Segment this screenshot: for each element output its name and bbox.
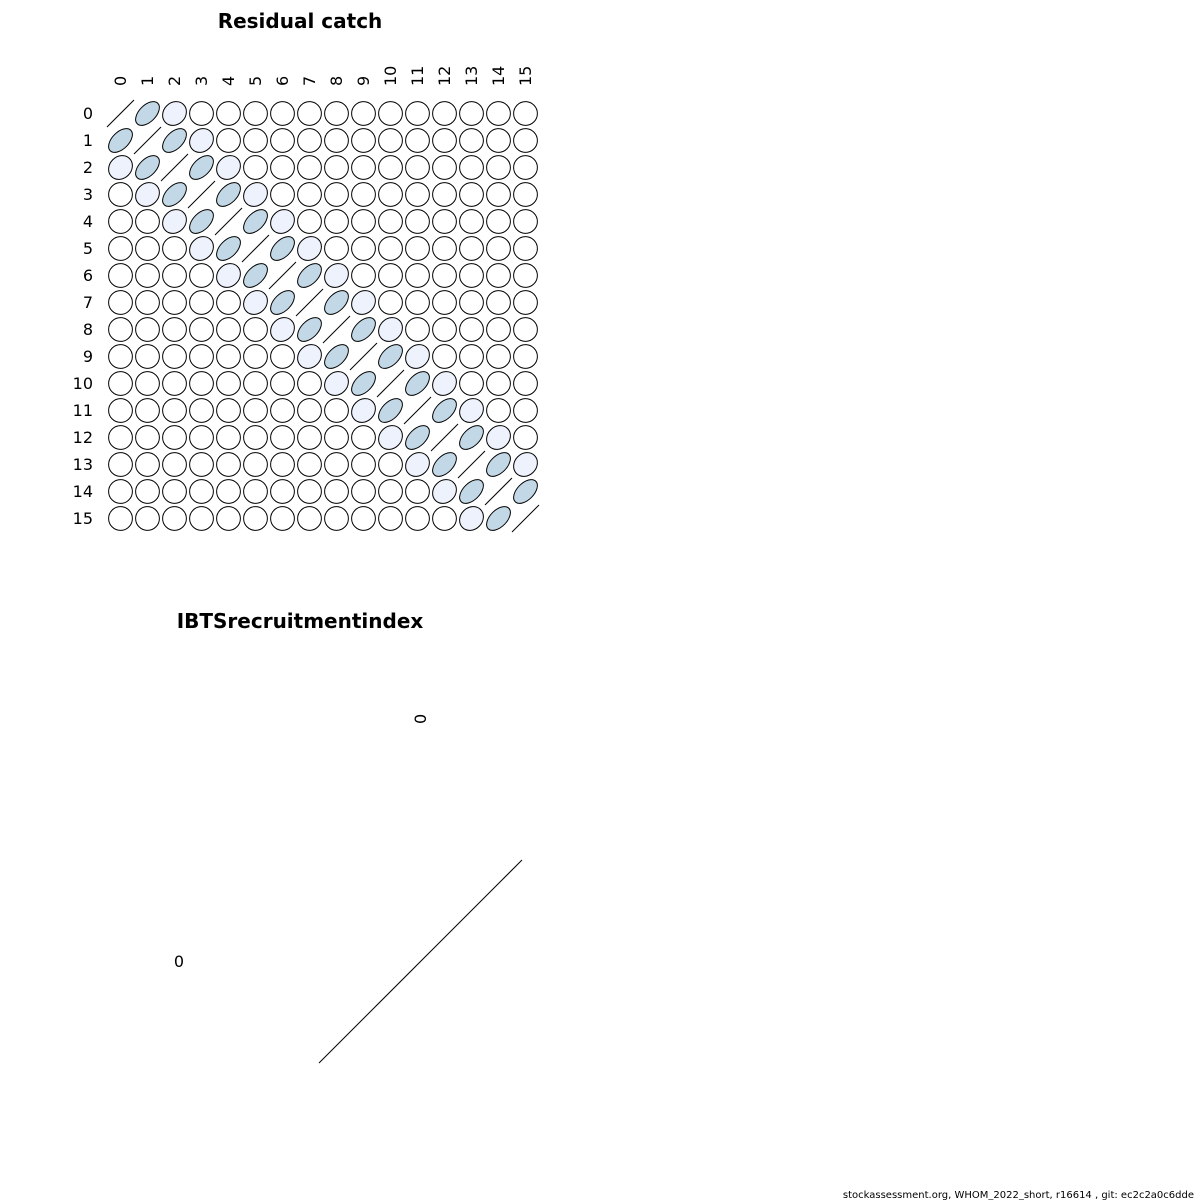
correlation-ellipse bbox=[293, 448, 327, 482]
correlation-ellipse bbox=[293, 421, 327, 455]
correlation-ellipse bbox=[455, 286, 489, 320]
row-label: 3 bbox=[82, 185, 93, 205]
correlation-ellipse bbox=[428, 475, 462, 509]
correlation-ellipse bbox=[158, 124, 190, 156]
correlation-ellipse bbox=[212, 394, 246, 428]
correlation-ellipse bbox=[212, 367, 246, 401]
correlation-ellipse bbox=[185, 367, 219, 401]
correlation-ellipse bbox=[293, 340, 327, 374]
correlation-ellipse bbox=[374, 340, 406, 372]
correlation-ellipse bbox=[455, 340, 489, 374]
correlation-ellipse bbox=[401, 475, 435, 509]
correlation-ellipse bbox=[293, 124, 327, 158]
correlation-ellipse bbox=[374, 394, 406, 426]
correlation-ellipse bbox=[158, 259, 192, 293]
correlation-ellipse bbox=[347, 367, 379, 399]
correlation-ellipse bbox=[185, 151, 217, 183]
correlation-ellipse bbox=[158, 232, 192, 266]
correlation-ellipse bbox=[320, 259, 354, 293]
row-label: 4 bbox=[82, 212, 93, 232]
correlation-ellipse bbox=[185, 502, 219, 536]
column-label: 3 bbox=[192, 75, 212, 86]
diagonal-line bbox=[350, 343, 377, 370]
correlation-ellipse bbox=[482, 232, 516, 266]
correlation-ellipse bbox=[509, 313, 543, 347]
correlation-ellipse bbox=[239, 124, 273, 158]
correlation-ellipse bbox=[401, 151, 435, 185]
column-label: 13 bbox=[462, 65, 482, 86]
row-label: 5 bbox=[82, 239, 93, 259]
correlation-ellipse bbox=[347, 475, 381, 509]
correlation-ellipse bbox=[320, 475, 354, 509]
correlation-ellipse bbox=[212, 178, 244, 210]
correlation-ellipse bbox=[482, 502, 514, 534]
correlation-ellipse bbox=[347, 97, 381, 131]
correlation-ellipse bbox=[509, 151, 543, 185]
correlation-ellipse bbox=[509, 232, 543, 266]
correlation-ellipse bbox=[509, 394, 543, 428]
correlation-ellipse bbox=[104, 313, 138, 347]
correlation-ellipse bbox=[401, 448, 435, 482]
correlation-ellipse bbox=[212, 502, 246, 536]
correlation-ellipse bbox=[131, 97, 163, 129]
correlation-ellipse bbox=[158, 340, 192, 374]
correlation-ellipse bbox=[347, 205, 381, 239]
correlation-ellipse bbox=[293, 97, 327, 131]
correlation-ellipse bbox=[320, 151, 354, 185]
correlation-ellipse bbox=[320, 286, 352, 318]
correlation-ellipse bbox=[104, 151, 138, 185]
correlation-ellipse bbox=[104, 232, 138, 266]
correlation-ellipse bbox=[185, 340, 219, 374]
diagonal-line bbox=[134, 127, 161, 154]
correlation-ellipse bbox=[185, 394, 219, 428]
correlation-ellipse bbox=[374, 151, 408, 185]
correlation-ellipse bbox=[320, 178, 354, 212]
correlation-ellipse bbox=[401, 97, 435, 131]
correlation-ellipse bbox=[131, 286, 165, 320]
correlation-ellipse bbox=[374, 259, 408, 293]
correlation-ellipse bbox=[266, 286, 298, 318]
correlation-ellipse bbox=[212, 475, 246, 509]
correlation-ellipse bbox=[158, 394, 192, 428]
correlation-ellipse bbox=[320, 394, 354, 428]
correlation-ellipse bbox=[455, 205, 489, 239]
correlation-ellipse bbox=[428, 313, 462, 347]
correlation-ellipse bbox=[212, 448, 246, 482]
correlation-ellipse bbox=[374, 475, 408, 509]
correlation-ellipse bbox=[266, 124, 300, 158]
correlation-ellipse bbox=[509, 124, 543, 158]
correlation-ellipse bbox=[131, 340, 165, 374]
column-label: 14 bbox=[489, 65, 509, 86]
correlation-ellipse bbox=[185, 421, 219, 455]
correlation-ellipse bbox=[266, 421, 300, 455]
correlation-ellipse bbox=[347, 178, 381, 212]
correlation-ellipse bbox=[509, 475, 541, 507]
correlation-ellipse bbox=[401, 205, 435, 239]
correlation-ellipse bbox=[374, 124, 408, 158]
correlation-ellipse bbox=[239, 313, 273, 347]
correlation-ellipse bbox=[185, 448, 219, 482]
diagonal-line bbox=[485, 478, 512, 505]
column-label: 0 bbox=[111, 75, 131, 86]
column-label: 2 bbox=[165, 75, 185, 86]
diagonal-line bbox=[323, 316, 350, 343]
row-label: 1 bbox=[82, 131, 93, 151]
correlation-ellipse bbox=[374, 97, 408, 131]
correlation-ellipse bbox=[509, 259, 543, 293]
correlation-ellipse bbox=[401, 313, 435, 347]
correlation-ellipse bbox=[131, 151, 163, 183]
column-label: 9 bbox=[354, 75, 374, 86]
correlation-ellipse bbox=[266, 205, 300, 239]
correlation-ellipse bbox=[131, 367, 165, 401]
correlation-ellipse bbox=[185, 232, 219, 266]
correlation-ellipse bbox=[239, 475, 273, 509]
column-label: 5 bbox=[246, 75, 266, 86]
correlation-ellipse bbox=[131, 475, 165, 509]
diagonal-line bbox=[188, 181, 215, 208]
correlation-ellipse bbox=[374, 421, 408, 455]
correlation-ellipse bbox=[212, 232, 244, 264]
correlation-ellipse bbox=[266, 178, 300, 212]
correlation-ellipse bbox=[104, 394, 138, 428]
correlation-ellipse bbox=[428, 448, 460, 480]
correlation-ellipse bbox=[320, 232, 354, 266]
column-label: 7 bbox=[300, 75, 320, 86]
column-label: 4 bbox=[219, 75, 239, 86]
correlation-ellipse bbox=[455, 232, 489, 266]
column-label: 8 bbox=[327, 75, 347, 86]
correlation-ellipse bbox=[212, 97, 246, 131]
column-label: 11 bbox=[408, 65, 428, 86]
row-label: 0 bbox=[82, 104, 93, 124]
correlation-ellipse bbox=[293, 394, 327, 428]
correlation-ellipse bbox=[104, 205, 138, 239]
correlation-ellipse bbox=[266, 232, 298, 264]
correlation-ellipse bbox=[455, 313, 489, 347]
diagonal-line bbox=[296, 289, 323, 316]
correlation-ellipse bbox=[239, 421, 273, 455]
row-label: 12 bbox=[72, 428, 93, 448]
correlation-ellipse bbox=[320, 124, 354, 158]
correlation-ellipse bbox=[320, 421, 354, 455]
correlation-ellipse bbox=[131, 232, 165, 266]
correlation-ellipse bbox=[428, 97, 462, 131]
correlation-ellipse bbox=[158, 475, 192, 509]
correlation-ellipse bbox=[482, 313, 516, 347]
column-label: 1 bbox=[138, 75, 158, 86]
correlation-ellipse bbox=[266, 151, 300, 185]
correlation-ellipse bbox=[266, 502, 300, 536]
correlation-ellipse bbox=[266, 448, 300, 482]
correlation-ellipse bbox=[158, 97, 192, 131]
correlation-ellipse bbox=[455, 151, 489, 185]
correlation-ellipse bbox=[482, 178, 516, 212]
correlation-ellipse bbox=[482, 151, 516, 185]
correlation-ellipse bbox=[185, 259, 219, 293]
correlation-ellipse bbox=[239, 340, 273, 374]
correlation-ellipse bbox=[374, 502, 408, 536]
correlation-ellipse bbox=[455, 502, 489, 536]
correlation-ellipse bbox=[266, 97, 300, 131]
correlation-ellipse bbox=[212, 151, 246, 185]
correlation-ellipse bbox=[509, 286, 543, 320]
correlation-ellipse bbox=[320, 340, 352, 372]
correlation-ellipse bbox=[401, 232, 435, 266]
row-label: 6 bbox=[82, 266, 93, 286]
correlation-ellipse bbox=[104, 178, 138, 212]
correlation-ellipse bbox=[509, 367, 543, 401]
row-label: 11 bbox=[72, 401, 93, 421]
correlation-ellipse bbox=[428, 286, 462, 320]
correlation-ellipse bbox=[104, 340, 138, 374]
correlation-ellipse bbox=[131, 205, 165, 239]
correlation-ellipse bbox=[401, 259, 435, 293]
correlation-ellipse bbox=[482, 394, 516, 428]
correlation-ellipse bbox=[293, 502, 327, 536]
correlation-ellipse bbox=[239, 367, 273, 401]
row-label: 7 bbox=[82, 293, 93, 313]
correlation-ellipse bbox=[347, 124, 381, 158]
diagonal-line bbox=[107, 100, 134, 127]
correlation-ellipse bbox=[104, 421, 138, 455]
correlation-ellipse bbox=[482, 124, 516, 158]
correlation-ellipse bbox=[482, 448, 514, 480]
correlation-ellipse bbox=[104, 259, 138, 293]
correlation-ellipse bbox=[455, 367, 489, 401]
diagonal-line bbox=[512, 505, 539, 532]
correlation-ellipse bbox=[428, 232, 462, 266]
correlation-ellipse bbox=[185, 313, 219, 347]
diagonal-line bbox=[319, 860, 522, 1063]
diagonal-line bbox=[458, 451, 485, 478]
column-label: 6 bbox=[273, 75, 293, 86]
correlation-ellipse bbox=[131, 178, 165, 212]
correlation-ellipse bbox=[320, 367, 354, 401]
correlation-ellipse bbox=[293, 151, 327, 185]
correlation-ellipse bbox=[509, 205, 543, 239]
column-label: 0 bbox=[411, 713, 431, 724]
correlation-ellipse bbox=[482, 367, 516, 401]
correlation-ellipse bbox=[320, 97, 354, 131]
correlation-ellipse bbox=[293, 313, 325, 345]
correlation-ellipse bbox=[293, 232, 327, 266]
correlation-ellipse bbox=[293, 205, 327, 239]
correlation-ellipse bbox=[239, 448, 273, 482]
correlation-ellipse bbox=[347, 502, 381, 536]
correlation-ellipse bbox=[239, 394, 273, 428]
correlation-ellipse bbox=[347, 394, 381, 428]
correlation-ellipse bbox=[347, 286, 381, 320]
diagonal-line bbox=[215, 208, 242, 235]
correlation-ellipse bbox=[266, 394, 300, 428]
correlation-ellipse bbox=[347, 448, 381, 482]
row-label: 0 bbox=[173, 952, 184, 972]
correlation-ellipse bbox=[482, 421, 516, 455]
correlation-ellipse bbox=[428, 367, 462, 401]
correlation-ellipse bbox=[104, 448, 138, 482]
correlation-ellipse bbox=[131, 259, 165, 293]
correlation-ellipse bbox=[131, 502, 165, 536]
correlation-ellipse bbox=[509, 340, 543, 374]
diagonal-line bbox=[431, 424, 458, 451]
correlation-ellipse bbox=[320, 205, 354, 239]
correlation-ellipse bbox=[293, 259, 325, 291]
correlation-ellipse bbox=[455, 124, 489, 158]
row-label: 15 bbox=[72, 509, 93, 529]
correlation-ellipse bbox=[455, 394, 489, 428]
correlation-ellipse bbox=[401, 124, 435, 158]
correlation-ellipse bbox=[104, 286, 138, 320]
correlation-ellipse bbox=[347, 421, 381, 455]
correlation-ellipse bbox=[239, 97, 273, 131]
correlation-ellipse bbox=[131, 313, 165, 347]
correlation-ellipse bbox=[509, 448, 543, 482]
correlation-ellipse bbox=[401, 340, 435, 374]
correlation-ellipse bbox=[428, 205, 462, 239]
correlation-ellipse bbox=[212, 124, 246, 158]
footer-text: stockassessment.org, WHOM_2022_short, r16614 , git: ec2c2a0c6dde bbox=[842, 1190, 1194, 1200]
correlation-ellipse bbox=[482, 97, 516, 131]
row-label: 2 bbox=[82, 158, 93, 178]
diagonal-line bbox=[404, 397, 431, 424]
correlation-matrix-ibts-recruitment-index bbox=[174, 714, 522, 1063]
correlation-ellipse bbox=[131, 394, 165, 428]
correlation-ellipse bbox=[455, 259, 489, 293]
column-label: 10 bbox=[381, 65, 401, 86]
correlation-ellipse bbox=[239, 151, 273, 185]
correlation-ellipse bbox=[347, 151, 381, 185]
correlation-ellipse bbox=[428, 178, 462, 212]
row-label: 10 bbox=[72, 374, 93, 394]
correlation-ellipse bbox=[401, 421, 433, 453]
correlation-ellipse bbox=[266, 340, 300, 374]
correlation-ellipse bbox=[104, 124, 136, 156]
correlation-ellipse bbox=[239, 502, 273, 536]
correlation-ellipse bbox=[320, 448, 354, 482]
correlation-ellipse bbox=[509, 178, 543, 212]
correlation-ellipse bbox=[293, 367, 327, 401]
correlation-ellipse bbox=[482, 205, 516, 239]
correlation-ellipse bbox=[212, 313, 246, 347]
column-label: 12 bbox=[435, 65, 455, 86]
correlation-ellipse bbox=[455, 178, 489, 212]
correlation-ellipse bbox=[185, 124, 219, 158]
correlation-ellipse bbox=[320, 502, 354, 536]
correlation-ellipse bbox=[428, 394, 460, 426]
correlation-ellipse bbox=[212, 259, 246, 293]
correlation-ellipse bbox=[212, 286, 246, 320]
correlation-ellipse bbox=[374, 205, 408, 239]
correlation-ellipse bbox=[239, 178, 273, 212]
correlation-ellipse bbox=[293, 475, 327, 509]
correlation-ellipse bbox=[158, 178, 190, 210]
diagonal-line bbox=[377, 370, 404, 397]
chart-title-residual-catch: Residual catch bbox=[217, 9, 383, 33]
correlation-ellipse bbox=[428, 124, 462, 158]
correlation-ellipse bbox=[239, 286, 273, 320]
column-label: 15 bbox=[516, 65, 536, 86]
correlation-ellipse bbox=[158, 205, 192, 239]
correlation-ellipse bbox=[293, 178, 327, 212]
correlation-matrix-residual-catch bbox=[73, 66, 543, 536]
correlation-ellipse bbox=[185, 97, 219, 131]
diagonal-line bbox=[269, 262, 296, 289]
correlation-ellipse bbox=[185, 475, 219, 509]
correlation-ellipse bbox=[455, 421, 487, 453]
correlation-ellipse bbox=[374, 313, 408, 347]
correlation-ellipse bbox=[212, 340, 246, 374]
correlation-ellipse bbox=[455, 475, 487, 507]
correlation-ellipse bbox=[428, 151, 462, 185]
chart-title-ibts-recruitment-index: IBTSrecruitmentindex bbox=[176, 609, 424, 633]
correlation-ellipse bbox=[347, 232, 381, 266]
correlation-ellipse bbox=[482, 340, 516, 374]
correlation-ellipse bbox=[158, 448, 192, 482]
correlation-ellipse bbox=[482, 286, 516, 320]
correlation-ellipse bbox=[185, 286, 219, 320]
correlation-ellipse bbox=[266, 367, 300, 401]
correlation-ellipse bbox=[158, 286, 192, 320]
correlation-ellipse bbox=[239, 205, 271, 237]
row-label: 8 bbox=[82, 320, 93, 340]
correlation-ellipse bbox=[401, 502, 435, 536]
correlation-ellipse bbox=[158, 502, 192, 536]
correlation-ellipse bbox=[212, 421, 246, 455]
correlation-ellipse bbox=[401, 286, 435, 320]
correlation-ellipse bbox=[455, 97, 489, 131]
correlation-ellipse bbox=[374, 178, 408, 212]
correlation-ellipse bbox=[104, 367, 138, 401]
row-label: 13 bbox=[72, 455, 93, 475]
correlation-ellipse bbox=[158, 367, 192, 401]
correlation-ellipse bbox=[428, 502, 462, 536]
diagonal-line bbox=[161, 154, 188, 181]
correlation-ellipse bbox=[482, 259, 516, 293]
correlation-ellipse bbox=[347, 259, 381, 293]
correlation-ellipse bbox=[509, 421, 543, 455]
correlation-ellipse bbox=[104, 475, 138, 509]
correlation-ellipse bbox=[158, 421, 192, 455]
correlation-ellipse bbox=[509, 97, 543, 131]
correlation-ellipse bbox=[374, 232, 408, 266]
correlation-ellipse bbox=[374, 286, 408, 320]
correlation-ellipse bbox=[401, 178, 435, 212]
row-label: 9 bbox=[82, 347, 93, 367]
correlation-ellipse bbox=[185, 205, 217, 237]
correlation-ellipse bbox=[158, 313, 192, 347]
correlation-ellipse bbox=[131, 448, 165, 482]
correlation-ellipse bbox=[428, 259, 462, 293]
correlation-ellipse bbox=[374, 448, 408, 482]
row-label: 14 bbox=[72, 482, 93, 502]
diagonal-line bbox=[242, 235, 269, 262]
correlation-ellipse bbox=[266, 475, 300, 509]
correlation-ellipse bbox=[104, 502, 138, 536]
correlation-ellipse bbox=[239, 259, 271, 291]
correlation-ellipse bbox=[401, 367, 433, 399]
correlation-ellipse bbox=[131, 421, 165, 455]
correlation-ellipse bbox=[428, 340, 462, 374]
correlation-ellipse bbox=[347, 313, 379, 345]
correlation-ellipse bbox=[266, 313, 300, 347]
